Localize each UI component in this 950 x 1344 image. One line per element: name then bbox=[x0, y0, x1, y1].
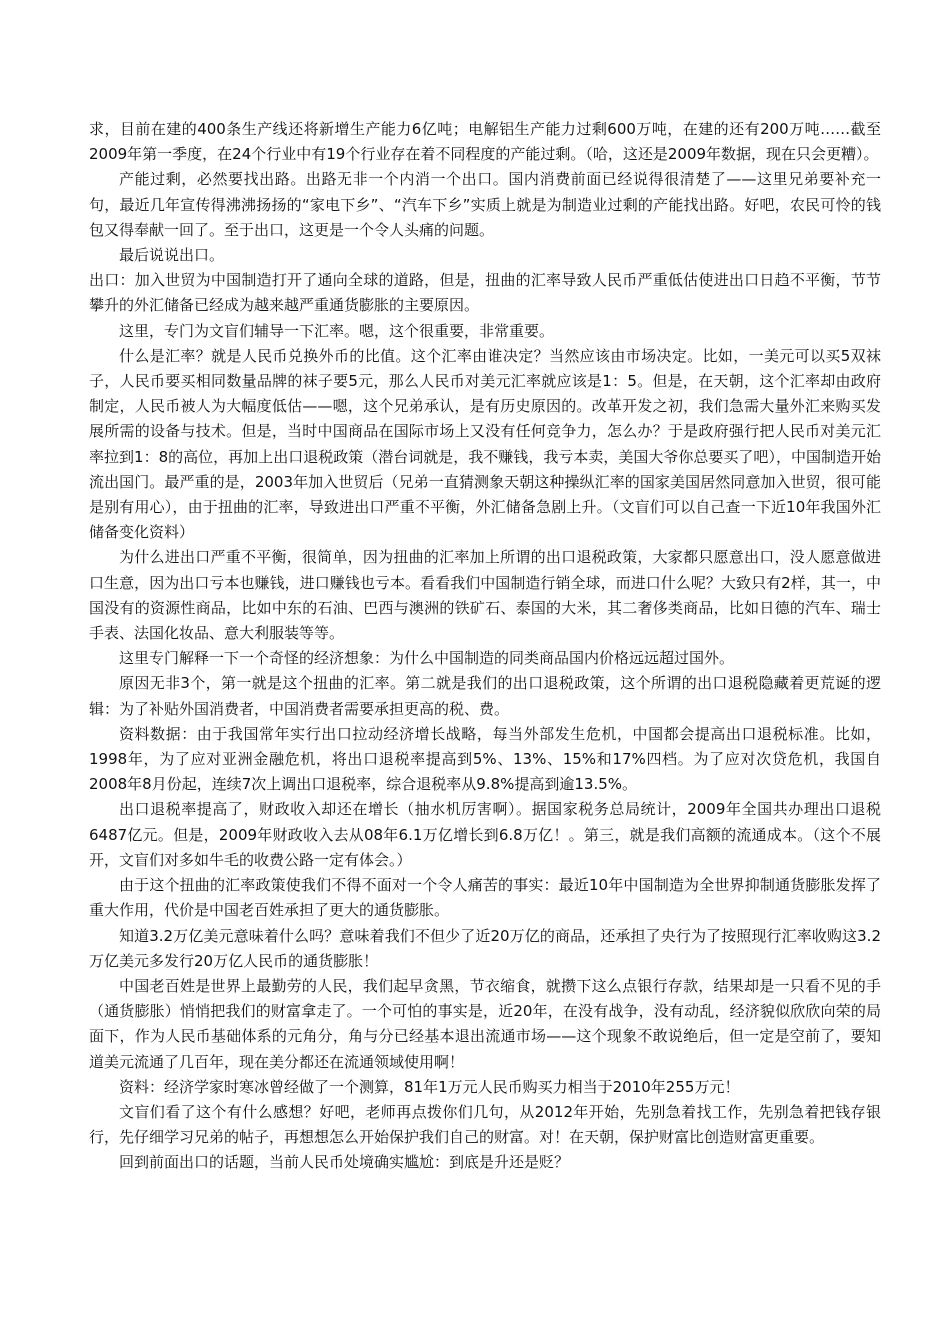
document-body bbox=[89, 117, 881, 1176]
paragraph-overcapacity-continued: 求，目前在建的400条生产线还将新增生产能力6亿吨；电解铝生产能力过剩600万吨，在建的还有200万吨……截至2009年第一季度，在24个行业中有19个行业存在着不同程度的产能过剩。（哈，这还是2009年数据，现在只会更糟）。 bbox=[89, 120, 881, 164]
paragraph-export-definition: 出口：加入世贸为中国制造打开了通向全球的道路，但是，扭曲的汇率导致人民币严重低估使进出口日趋不平衡，节节攀升的外汇储备已经成为越来越严重通货膨胀的主要原因。 bbox=[89, 271, 881, 315]
paragraph-purchasing-power: 资料：经济学家时寒冰曾经做了一个测算，81年1万元人民币购买力相当于2010年255万元！ bbox=[119, 1077, 740, 1096]
paragraph-tax-rebate-data: 资料数据：由于我国常年实行出口拉动经济增长战略，每当外部发生危机，中国都会提高出口退税标准。比如，1998年，为了应对亚洲金融危机，将出口退税率提高到5%、13%、15%和17%四档。为了应对次贷危机，我国自2008年8月份起，连续7次上调出口退税率，综合退税率从9.8%提高到逾13.5%。 bbox=[89, 724, 881, 794]
paragraph-exchange-rate-explained: 什么是汇率？就是人民币兑换外币的比值。这个汇率由谁决定？当然应该由市场决定。比如，一美元可以买5双袜子，人民币要买相同数量品牌的袜子要5元，那么人民币对美元汇率就应该是1：5。但是，在天朝，这个汇率却由政府制定，人民币被人为大幅度低估——嗯，这个兄弟承认，是有历史原因的。改革开发之初，我们急需大量外汇来购买发展所需的设备与技术。但是，当时中国商品在国际市场上又没有任何竞争力，怎么办？于是政府强行把人民币对美元汇率拉到1：8的高位，再加上出口退税政策（潜台词就是，我不赚钱，我亏本卖，美国大爷你总要买了吧），中国制造开始流出国门。最严重的是，2003年加入世贸后（兄弟一直猜测象天朝这种操纵汇率的国家美国居然同意加入世贸，很可能是别有用心），由于扭曲的汇率，导致进出口严重不平衡，外汇储备急剧上升。（文盲们可以自己查一下近10年我国外汇储备变化资料） bbox=[89, 346, 881, 542]
paragraph-reserve-meaning: 知道3.2万亿美元意味着什么吗？意味着我们不但少了近20万亿的商品，还承担了央行为了按照现行汇率收购这3.2万亿美元多发行20万亿人民币的通货膨胀！ bbox=[89, 926, 881, 970]
paragraph-wealth-taken: 中国老百姓是世界上最勤劳的人民，我们起早贪黑，节衣缩食，就攒下这么点银行存款，结果却是一只看不见的手（通货膨胀）悄悄把我们的财富拿走了。一个可怕的事实是，近20年，在没有战争，没有动乱，经济貌似欣欣向荣的局面下，作为人民币基础体系的元角分，角与分已经基本退出流通市场——这个现象不敢说绝后，但一定是空前了，要知道美元流通了几百年，现在美分都还在流通领域使用啊！ bbox=[89, 976, 881, 1071]
paragraph-fiscal-revenue: 出口退税率提高了，财政收入却还在增长（抽水机厉害啊）。据国家税务总局统计，2009年全国共办理出口退税6487亿元。但是，2009年财政收入去从08年6.1万亿增长到6.8万亿！。第三，就是我们高额的流通成本。（这个不展开，文盲们对多如牛毛的收费公路一定有体会。） bbox=[89, 800, 881, 869]
paragraph-inflation-fact: 由于这个扭曲的汇率政策使我们不得不面对一个令人痛苦的事实：最近10年中国制造为全世界抑制通货膨胀发挥了重大作用，代价是中国老百姓承担了更大的通货膨胀。 bbox=[89, 876, 881, 920]
paragraph-exchange-rate-tutorial: 这里，专门为文盲们辅导一下汇率。嗯，这个很重要，非常重要。 bbox=[119, 321, 555, 340]
paragraph-three-reasons: 原因无非3个，第一就是这个扭曲的汇率。第二就是我们的出口退税政策，这个所谓的出口退税隐藏着更荒诞的逻辑：为了补贴外国消费者，中国消费者需要承担更高的税、费。 bbox=[89, 674, 881, 718]
paragraph-rmb-dilemma: 回到前面出口的话题，当前人民币处境确实尴尬：到底是升还是贬？ bbox=[119, 1153, 570, 1172]
paragraph-trade-imbalance: 为什么进出口严重不平衡，很简单，因为扭曲的汇率加上所谓的出口退税政策，大家都只愿意出口，没人愿意做进口生意，因为出口亏本也赚钱，进口赚钱也亏本。看看我们中国制造行销全球，而进口什么呢？大致只有2样，其一，中国没有的资源性商品，比如中东的石油、巴西与澳洲的铁矿石、泰国的大米，其二奢侈类商品，比如日德的汽车、瑞士手表、法国化妆品、意大利服装等等。 bbox=[89, 548, 881, 643]
paragraph-overcapacity-outlet: 产能过剩，必然要找出路。出路无非一个内消一个出口。国内消费前面已经说得很清楚了——这里兄弟要补充一句，最近几年宣传得沸沸扬扬的“家电下乡”、“汽车下乡”实质上就是为制造业过剩的产能找出路。好吧，农民可怜的钱包又得奉献一回了。至于出口，这更是一个令人头痛的问题。 bbox=[89, 170, 881, 239]
paragraph-price-question: 这里专门解释一下一个奇怪的经济想象：为什么中国制造的同类商品国内价格远远超过国外。 bbox=[119, 649, 735, 668]
paragraph-advice: 文盲们看了这个有什么感想？好吧，老师再点拨你们几句，从2012年开始，先别急着找工作，先别急着把钱存银行，先仔细学习兄弟的帖子，再想想怎么开始保护我们自己的财富。对！在天朝，保护财富比创造财富更重要。 bbox=[89, 1102, 881, 1147]
paragraph-export-intro: 最后说说出口。 bbox=[119, 246, 225, 265]
